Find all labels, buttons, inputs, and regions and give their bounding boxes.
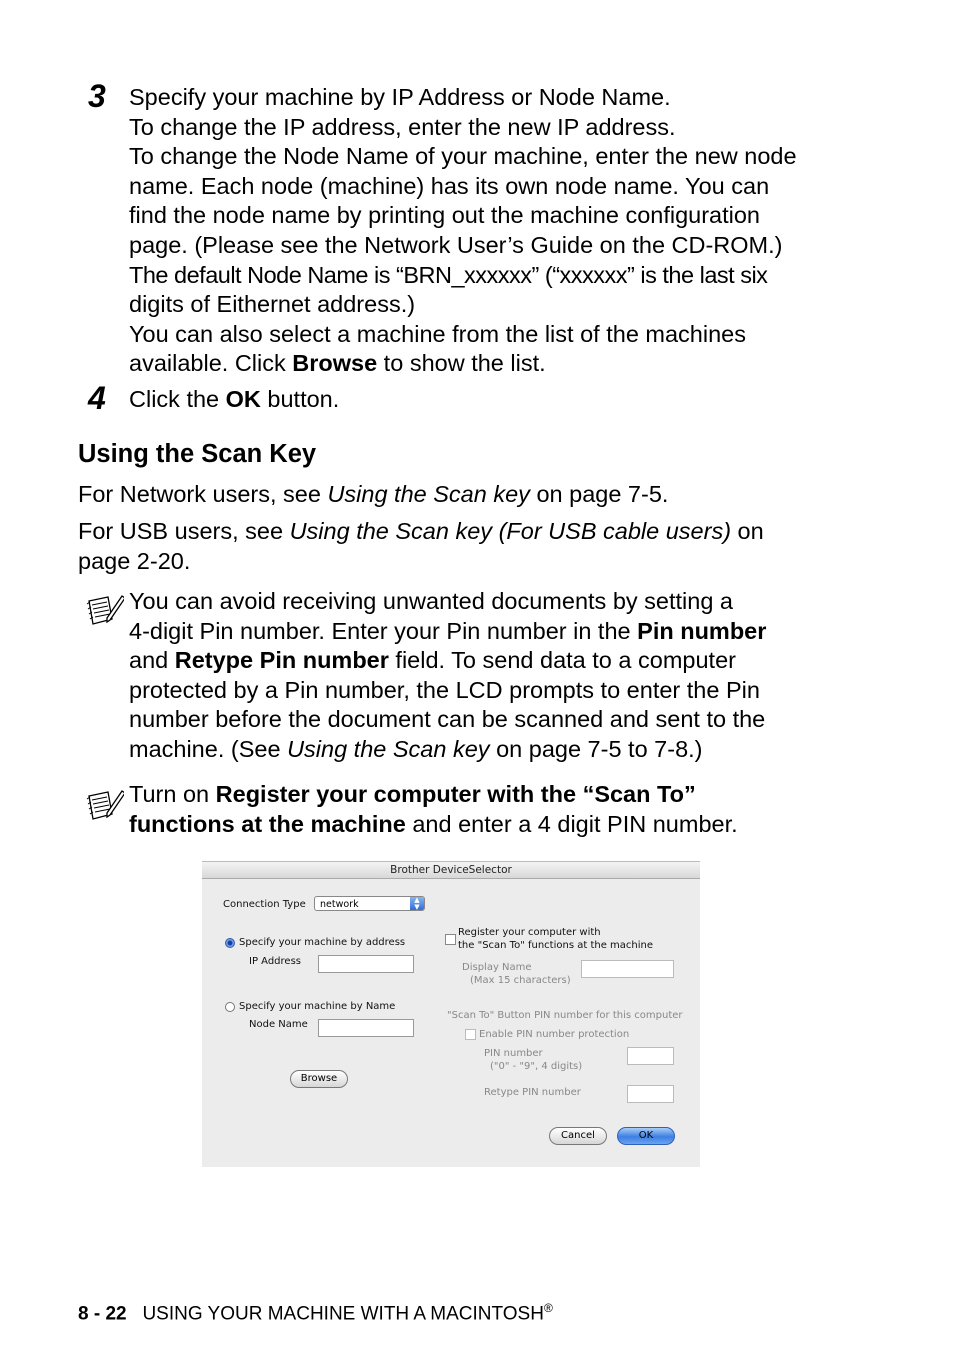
step-3-line: To change the Node Name of your machine, enter the new node	[129, 143, 797, 170]
radio-by-address-label: Specify your machine by address	[239, 937, 406, 948]
register-emphasis: Register your computer with the “Scan To”	[215, 781, 696, 807]
retype-pin-emphasis: Retype Pin number	[174, 647, 389, 674]
note-line: protected by a Pin number, the LCD prompts to enter the Pin	[129, 676, 760, 703]
device-selector-dialog	[202, 861, 700, 1167]
radio-by-name[interactable]	[225, 1002, 235, 1012]
step-3-line	[129, 349, 869, 379]
registered-mark: ®	[543, 1301, 553, 1315]
dialog-title: Brother DeviceSelector	[202, 862, 700, 879]
updown-arrows-icon: ▲ ▼	[410, 897, 424, 910]
cancel-button[interactable]: Cancel	[549, 1127, 607, 1145]
text-run: on	[731, 518, 764, 544]
text-run: 4-digit Pin number. Enter your Pin number in the	[129, 617, 638, 644]
register-emphasis: functions at the machine	[129, 810, 406, 837]
step-3-line: find the node name by printing out the machine configuration	[129, 202, 761, 229]
browse-button[interactable]: Browse	[290, 1070, 348, 1088]
note-pencil-icon	[86, 788, 124, 824]
text-run: machine. (See	[129, 735, 288, 762]
pin-number-hint: ("0" - "9", 4 digits)	[490, 1061, 583, 1072]
note-line: number before the document can be scanned and sent to the	[129, 706, 766, 733]
retype-pin-label: Retype PIN number	[484, 1087, 581, 1098]
node-name-field[interactable]	[318, 1019, 414, 1037]
step-3-text	[129, 83, 869, 379]
text-run: to show the list.	[377, 350, 546, 377]
radio-by-name-label: Specify your machine by Name	[239, 1001, 396, 1012]
section-heading: Using the Scan Key	[78, 440, 317, 468]
cross-reference: Using the Scan key	[327, 481, 530, 507]
text-run: Click the	[129, 386, 226, 412]
text-run: available. Click	[129, 350, 293, 377]
footer-title: USING YOUR MACHINE WITH A MACINTOSH	[142, 1303, 544, 1325]
note-line	[129, 780, 869, 810]
retype-pin-field[interactable]	[627, 1085, 674, 1103]
step-3-line: To change the IP address, enter the new IP address.	[129, 113, 676, 140]
text-run: and enter a 4 digit PIN number.	[405, 810, 738, 837]
connection-type-label: Connection Type	[223, 899, 306, 910]
register-label-line2: the "Scan To" functions at the machine	[458, 940, 654, 951]
step-3-line: The default Node Name is “BRN_xxxxxx” (“xxxxxx” is the last six	[129, 261, 768, 288]
step-3-line: Specify your machine by IP Address or Node Name.	[129, 84, 671, 110]
cross-reference: Using the Scan key	[287, 735, 490, 762]
connection-type-select[interactable]	[314, 896, 425, 911]
note-line: You can avoid receiving unwanted documents by setting a	[129, 588, 734, 614]
step-4-text	[129, 385, 339, 415]
note-line	[129, 810, 869, 840]
display-name-field[interactable]	[581, 960, 674, 978]
ok-button[interactable]: OK	[617, 1127, 675, 1145]
cross-reference: Using the Scan key (For USB cable users)	[289, 518, 732, 544]
enable-pin-checkbox[interactable]	[465, 1029, 476, 1040]
register-label-line1: Register your computer with	[458, 927, 601, 938]
text-run: on page 7-5.	[529, 481, 669, 507]
browse-emphasis: Browse	[292, 350, 378, 377]
note-line	[129, 617, 869, 647]
note-pencil-icon	[86, 593, 124, 629]
ok-emphasis: OK	[225, 386, 261, 412]
note-1-text	[129, 587, 869, 765]
text-run: field. To send data to a computer	[388, 647, 736, 674]
connection-type-value: network	[320, 899, 359, 910]
step-3-line: digits of Eithernet address.)	[129, 291, 416, 318]
paragraph-line: page 2-20.	[78, 547, 191, 574]
display-name-label: Display Name	[462, 962, 532, 973]
note-2-text	[129, 780, 869, 839]
pin-number-label: PIN number	[484, 1048, 543, 1059]
usb-users-paragraph	[78, 517, 878, 576]
enable-pin-label: Enable PIN number protection	[479, 1029, 630, 1040]
step-number-4: 4	[88, 380, 106, 416]
text-run: Turn on	[129, 781, 216, 807]
paragraph-line	[78, 517, 878, 547]
step-number-3: 3	[88, 78, 106, 114]
ip-address-field[interactable]	[318, 955, 414, 973]
text-run: on page 7-5 to 7-8.)	[489, 735, 703, 762]
pin-section-label: "Scan To" Button PIN number for this computer	[447, 1010, 683, 1021]
pin-number-emphasis: Pin number	[637, 617, 767, 644]
text-run: For USB users, see	[78, 518, 290, 544]
text-run: For Network users, see	[78, 481, 328, 507]
page-footer	[78, 1301, 553, 1325]
page-number: 8 - 22	[78, 1303, 127, 1325]
node-name-label: Node Name	[249, 1019, 308, 1030]
step-3-line: You can also select a machine from the list of the machines	[129, 320, 746, 347]
text-run: button.	[260, 386, 340, 412]
ip-address-label: IP Address	[249, 956, 301, 967]
register-checkbox[interactable]	[445, 934, 456, 945]
radio-by-address[interactable]	[225, 938, 235, 948]
note-line	[129, 735, 869, 765]
step-3-line: page. (Please see the Network User’s Guide on the CD-ROM.)	[129, 231, 783, 258]
display-name-hint: (Max 15 characters)	[470, 975, 571, 986]
network-users-paragraph	[78, 480, 668, 510]
pin-number-field[interactable]	[627, 1047, 674, 1065]
step-3-line: name. Each node (machine) has its own node name. You can	[129, 172, 770, 199]
text-run: and	[129, 647, 175, 674]
note-line	[129, 646, 869, 676]
